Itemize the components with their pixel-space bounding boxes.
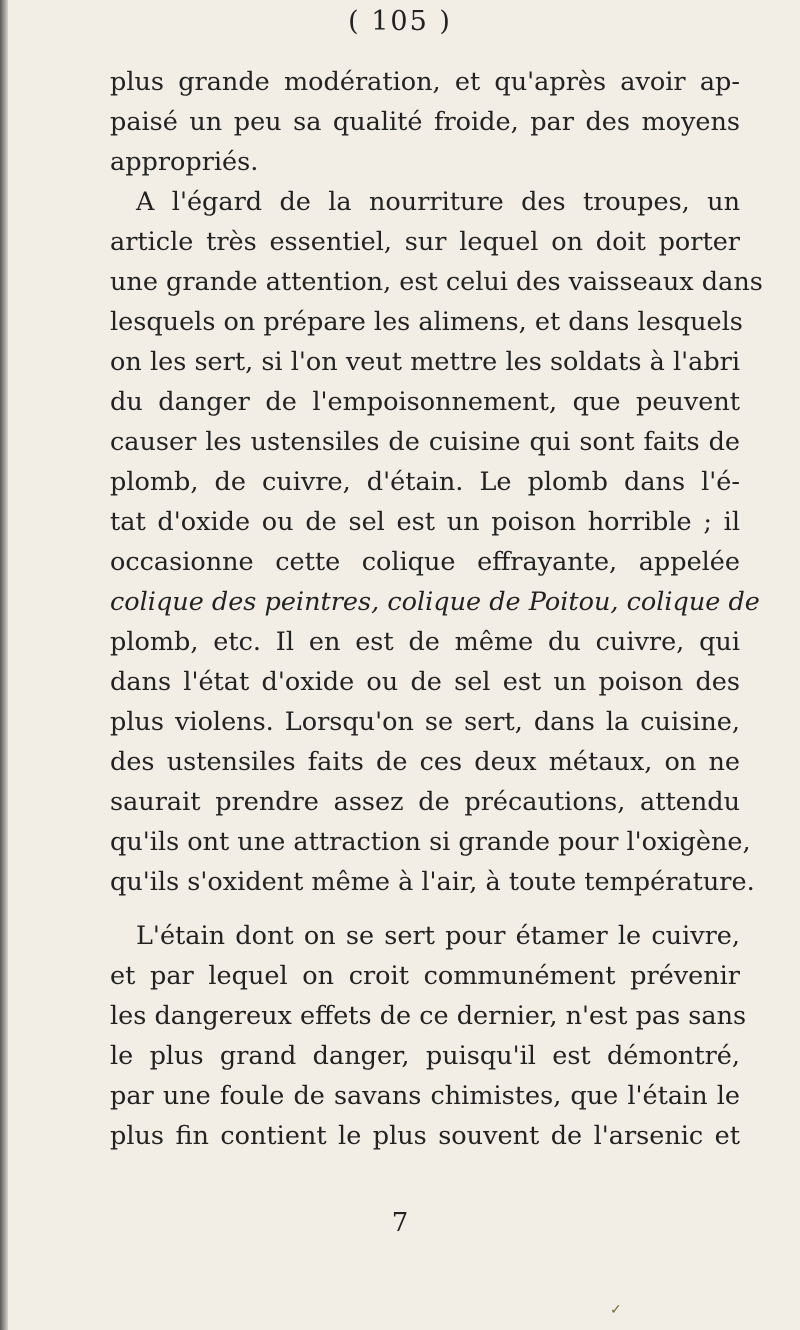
paragraph-2 (110, 182, 763, 902)
page-gutter-shadow (0, 0, 8, 1330)
text-line: qu'ils s'oxident même à l'air, à toute température. (110, 867, 755, 897)
text-line: causer les ustensiles de cuisine qui sont faits de (110, 427, 740, 457)
text-line: tat d'oxide ou de sel est un poison horrible ; il (110, 507, 740, 537)
text-line: occasionne cette colique effrayante, appelée (110, 547, 740, 577)
text-line: les dangereux effets de ce dernier, n'est pas sans (110, 1001, 747, 1031)
text-line: le plus grand danger, puisqu'il est démontré, (110, 1041, 740, 1071)
text-line: saurait prendre assez de précautions, attendu (110, 787, 740, 817)
ink-mark: ✓ (610, 1302, 622, 1318)
paragraph-1 (110, 62, 740, 182)
text-line: appropriés. (110, 147, 259, 177)
text-line: L'étain dont on se sert pour étamer le cuivre, (136, 921, 740, 951)
text-line: du danger de l'empoisonnement, que peuvent (110, 387, 740, 417)
text-line: plus grande modération, et qu'après avoir ap- (110, 67, 740, 97)
text-line: plomb, etc. Il en est de même du cuivre, qui (110, 627, 740, 657)
text-line: dans l'état d'oxide ou de sel est un poison des (110, 667, 740, 697)
text-line: plus fin contient le plus souvent de l'arsenic et (110, 1121, 740, 1151)
text-line: et par lequel on croit communément prévenir (110, 961, 740, 991)
catchword: 7 (391, 1208, 409, 1238)
text-line-italic: colique des peintres, colique de Poitou, colique de (110, 587, 760, 617)
text-line: des ustensiles faits de ces deux métaux, on ne (110, 747, 740, 777)
text-line: qu'ils ont une attraction si grande pour l'oxigène, (110, 827, 751, 857)
text-line: paisé un peu sa qualité froide, par des moyens (110, 107, 740, 137)
text-line: article très essentiel, sur lequel on doit porter (110, 227, 740, 257)
text-line: on les sert, si l'on veut mettre les soldats à l'abri (110, 347, 740, 377)
text-line: plomb, de cuivre, d'étain. Le plomb dans l'é- (110, 467, 740, 497)
paragraph-3 (110, 916, 747, 1156)
text-line: une grande attention, est celui des vaisseaux dans (110, 267, 763, 297)
page-number-header: ( 105 ) (348, 6, 452, 37)
paragraph-gap (110, 902, 740, 916)
text-line: lesquels on prépare les alimens, et dans lesquels (110, 307, 743, 337)
text-line: plus violens. Lorsqu'on se sert, dans la cuisine, (110, 707, 740, 737)
text-line: par une foule de savans chimistes, que l'étain le (110, 1081, 740, 1111)
text-line: A l'égard de la nourriture des troupes, un (136, 187, 740, 217)
body-text (110, 62, 763, 1156)
